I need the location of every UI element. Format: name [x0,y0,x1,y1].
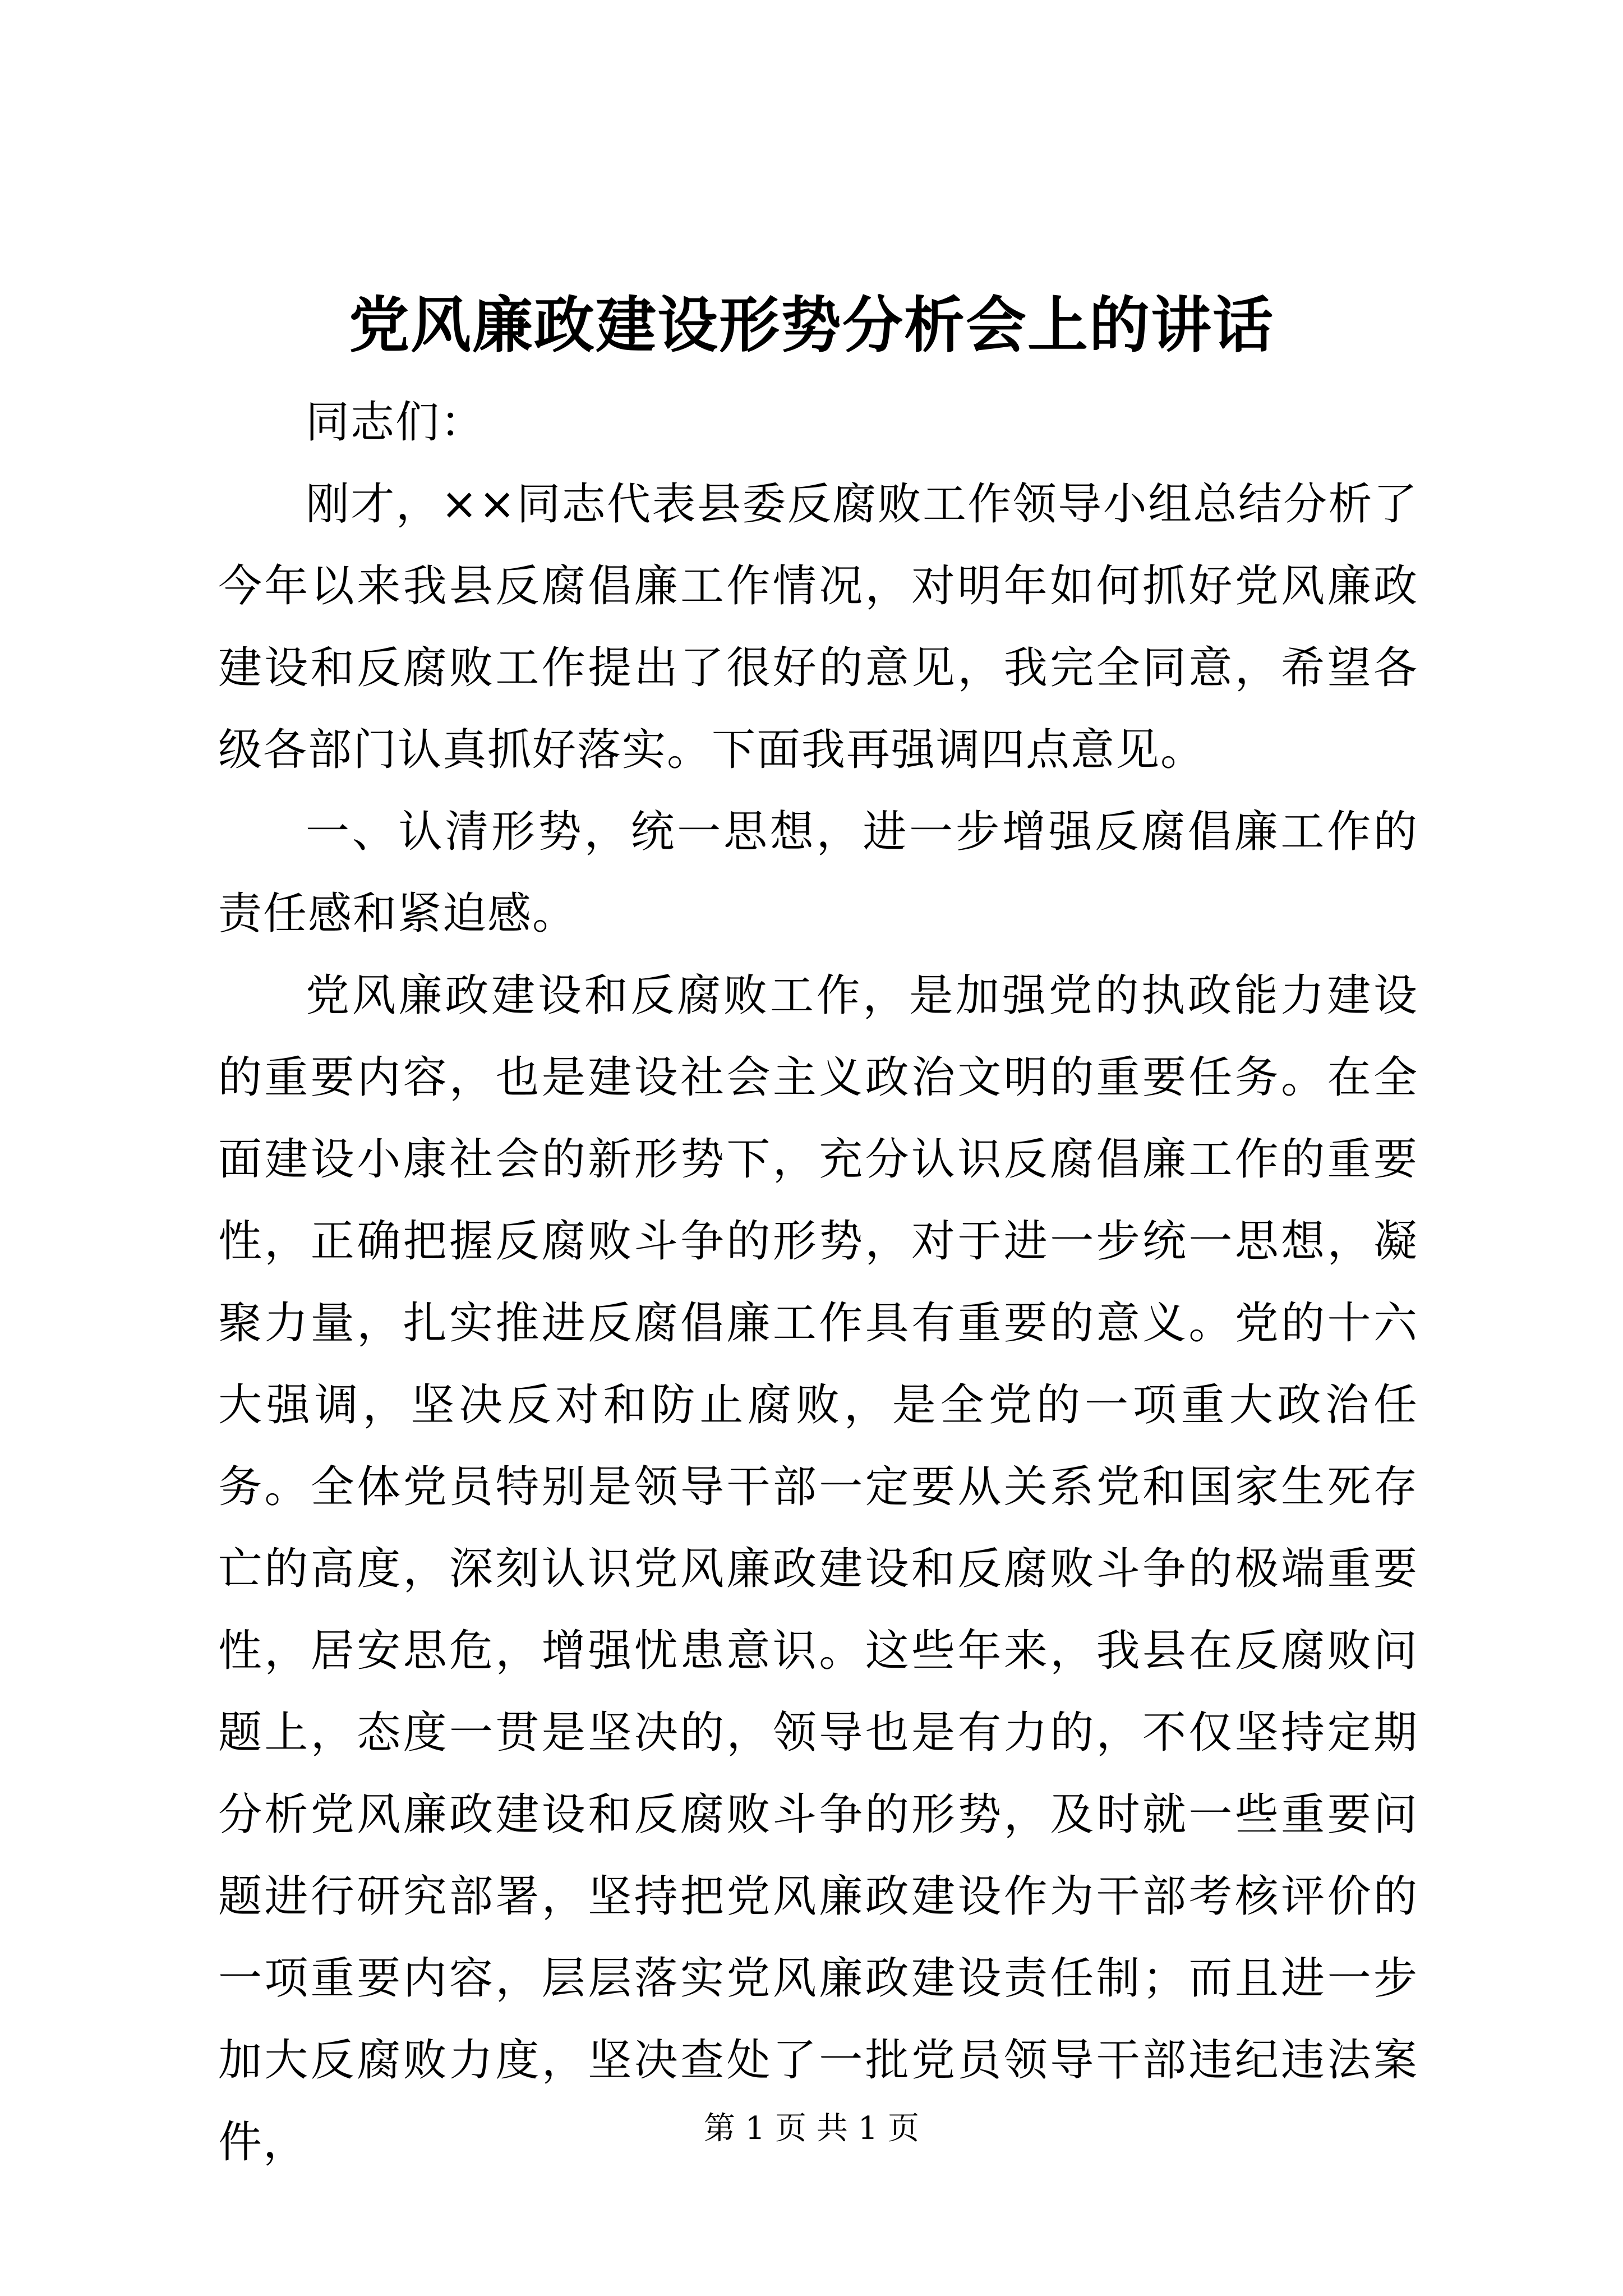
document-body [218,381,1418,2183]
document-title: 党风廉政建设形势分析会上的讲话 [348,290,1274,361]
body-paragraph: 党风廉政建设和反腐败工作，是加强党的执政能力建设的重要内容，也是建设社会主义政治文明的重要任务。在全面建设小康社会的新形势下，充分认识反腐倡廉工作的重要性，正确把握反腐败斗争的形势，对于进一步统一思想，凝聚力量，扎实推进反腐倡廉工作具有重要的意义。党的十六大强调，坚决反对和防止腐败，是全党的一项重大政治任务。全体党员特别是领导干部一定要从关系党和国家生死存亡的高度，深刻认识党风廉政建设和反腐败斗争的极端重要性，居安思危，增强忧患意识。这些年来，我县在反腐败问题上，态度一贯是坚决的，领导也是有力的，不仅坚持定期分析党风廉政建设和反腐败斗争的形势，及时就一些重要问题进行研究部署，坚持把党风廉政建设作为干部考核评价的一项重要内容，层层落实党风廉政建设责任制；而且进一步加大反腐败力度，坚决查处了一批党员领导干部违纪违法案件， [218,970,1418,2168]
salutation-paragraph: 同志们： [306,397,486,448]
intro-paragraph: 刚才，××同志代表县委反腐败工作领导小组总结分析了今年以来我县反腐倡廉工作情况，对明年如何抓好党风廉政建设和反腐败工作提出了很好的意见，我完全同意，希望各级各部门认真抓好落实。下面我再强调四点意见。 [218,479,1418,775]
section-heading-paragraph: 一、认清形势，统一思想，进一步增强反腐倡廉工作的责任感和紧迫感。 [218,807,1418,939]
page-footer: 第 1 页 共 1 页 [703,2110,920,2147]
